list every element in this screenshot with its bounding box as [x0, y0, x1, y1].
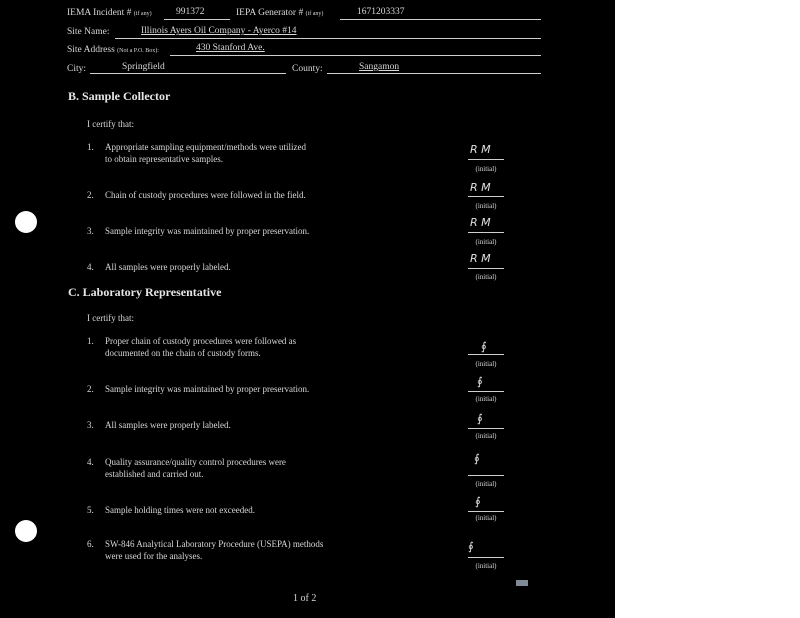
- punch-hole-bottom: [15, 520, 37, 542]
- document-page: IEMA Incident # (if any) 991372 IEPA Generator # (if any) 1671203337 Site Name: Illinois Ayers Oil Company - Ayerco #14 Site Address (Not a P.O. Box): 430 Stanford Ave. City: Springfield County: Sangamon B. Sample Collector I certify that: 1. Appropriate sampling equipment/methods were utilized to obtain representative samples. R M (initial) 2. Chain of custody procedures were followed in the field. R M (initial) 3. Sample integrity was maintained by proper preservation. R M (initial) 4. All samples were properly labeled. R M (initial) C. Laboratory Representative I certify that: 1. Proper chain of custody procedures were followed as documented on the chain of custody forms. ∮ (initial) 2. Sample integrity was maintained by proper preservation. ∮ (initial) 3. All samples were properly labeled. ∮ (initial) 4. Quality assurance/quality control procedures were established and carried out. ∮ (initial) 5. Sample holding times were not exceeded. ∮ (initial) 6. SW-846 Analytical Laboratory Procedure (USEPA) methods were used for the analyses. ∮ (initial) 1 of 2: [0, 0, 615, 618]
- city-value: Springfield: [122, 62, 165, 72]
- county-label: County:: [292, 64, 323, 74]
- initials-signature: ∮: [477, 412, 483, 425]
- initials-signature: ∮: [468, 540, 474, 553]
- initials-signature: ∮: [475, 495, 481, 508]
- initials-signature: R M: [470, 181, 491, 194]
- initials-signature: ∮: [474, 452, 480, 465]
- site-address-field: Site Address (Not a P.O. Box):: [67, 45, 159, 55]
- initials-signature: ∮: [481, 340, 487, 353]
- iepa-generator-value: 1671203337: [357, 7, 405, 17]
- iema-incident-value: 991372: [176, 7, 205, 17]
- city-label: City:: [67, 64, 87, 74]
- section-b-title: B. Sample Collector: [68, 89, 171, 103]
- page-number: 1 of 2: [293, 593, 317, 604]
- punch-hole-top: [15, 211, 37, 233]
- iepa-generator-field: IEPA Generator # (if any): [236, 8, 324, 18]
- stamp-mark: [516, 580, 528, 586]
- initials-signature: R M: [470, 143, 491, 156]
- initials-signature: R M: [470, 216, 491, 229]
- site-address-value: 430 Stanford Ave.: [196, 43, 265, 53]
- initials-signature: R M: [470, 252, 491, 265]
- iema-incident-field: IEMA Incident # (if any): [67, 8, 152, 18]
- section-c-title: C. Laboratory Representative: [68, 285, 222, 299]
- site-name-value: Illinois Ayers Oil Company - Ayerco #14: [141, 26, 297, 36]
- section-b-intro: I certify that:: [87, 119, 134, 129]
- county-value: Sangamon: [359, 62, 400, 72]
- initials-signature: ∮: [477, 375, 483, 388]
- site-name-label: Site Name:: [67, 27, 110, 37]
- section-c-intro: I certify that:: [87, 313, 134, 323]
